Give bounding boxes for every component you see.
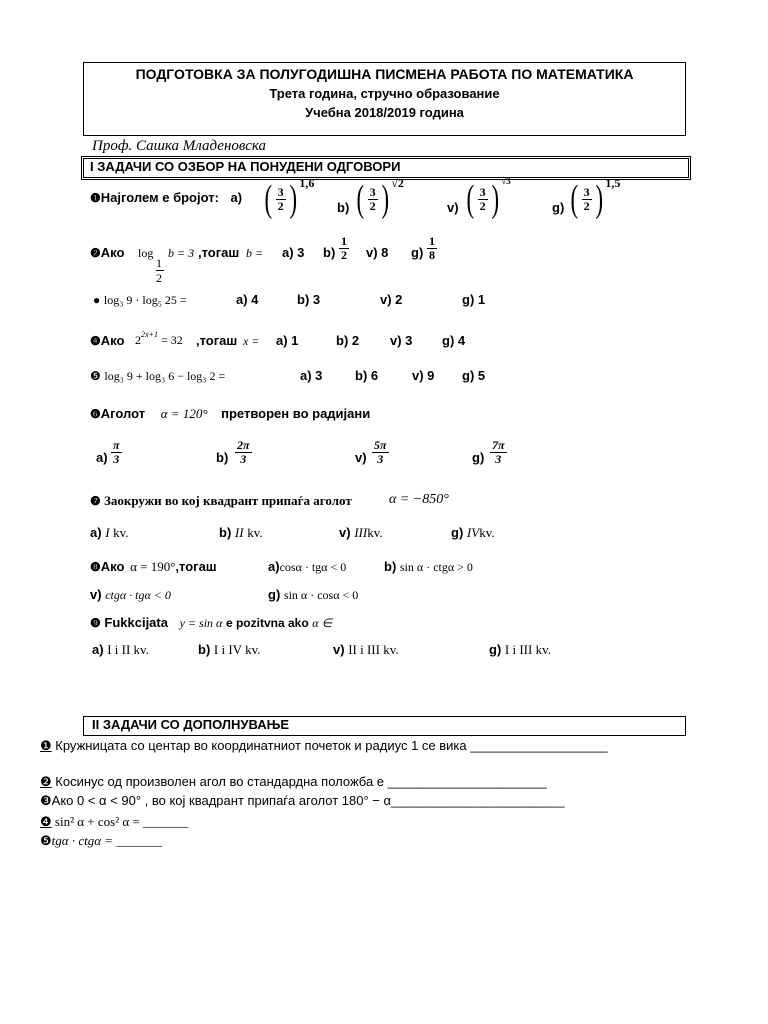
author: Проф. Сашка Младеновска (92, 138, 267, 154)
q1-a-expr: ( $\frac{3}{2}$ ) $^{1,6}$ (264, 176, 315, 220)
fill-item-5[interactable]: ❺tgα · ctgα = _______ (40, 833, 162, 848)
fill-item-1[interactable]: ❶ Кружницата со центар во координатниот почеток и радиус 1 се вика ___________________ (40, 738, 608, 753)
header-subtitle: Трета година, стручно образование (269, 86, 500, 101)
fill-item-4[interactable]: ❹ sin² α + cos² α = _______ (40, 814, 189, 829)
q4: ❹Ако (90, 333, 125, 348)
bullet-icon: ❺ (90, 369, 101, 383)
q4-expr: $2^{2x+1} = 32$ (135, 330, 183, 347)
q6-option-b[interactable]: b) (216, 450, 229, 465)
q2-var: b = (246, 246, 264, 260)
q2-eq: b = 3 (168, 246, 195, 260)
q1-option-a[interactable]: а) (230, 190, 243, 205)
q9-option-g[interactable]: g) I i III kv. (489, 642, 551, 657)
bullet-icon: ❷ (90, 246, 101, 260)
q7-option-b[interactable]: b) II kv. (219, 525, 263, 540)
bullet-icon: ❷ (40, 774, 52, 789)
fill-item-2[interactable]: ❷ Косинус од произволен агол во стандардна положба е ______________________ (40, 774, 547, 789)
q7-option-v[interactable]: v) IIIkv. (339, 525, 383, 540)
q2-then: ,тогаш (198, 245, 240, 260)
bullet-icon: ● (93, 293, 101, 307)
q7-expr: α = −850° (389, 492, 449, 507)
q5: ❺ log₃ 9 + log₃ 6 − log₃ 2 = (90, 369, 226, 383)
q8: ❽Ако α = 190°,тогаш (90, 559, 217, 574)
q5-option-v[interactable]: v) 9 (412, 368, 435, 383)
fill-item-3[interactable]: ❸Ако 0 < α < 90° , во кој квадрант припаѓа аголот 180° − α________________________ (40, 793, 565, 808)
q3-option-a[interactable]: а) 4 (236, 292, 259, 307)
q9-option-b[interactable]: b) I i IV kv. (198, 642, 261, 657)
q4-option-g[interactable]: g) 4 (442, 333, 466, 348)
q7-option-g[interactable]: g) IVkv. (451, 525, 495, 540)
q2-option-v[interactable]: v) 8 (366, 245, 389, 260)
bullet-icon: ❹ (40, 814, 52, 829)
q1-text: Најголем е бројот: (100, 190, 219, 205)
q3-option-g[interactable]: g) 1 (462, 292, 486, 307)
q5-option-b[interactable]: b) 6 (355, 368, 379, 383)
q2-log: log (138, 246, 154, 260)
q9-option-v[interactable]: v) II i III kv. (333, 642, 399, 657)
header-year: Учебна 2018/2019 година (305, 105, 464, 120)
q4-var: x = (243, 334, 260, 348)
q2: ❷Ако (90, 245, 125, 260)
q1-option-v[interactable]: v) (447, 200, 459, 215)
q6-g-frac: $\frac{7\pi}{3}$ (492, 438, 505, 466)
bullet-icon: ❺ (40, 833, 52, 848)
q4-then: ,тогаш (196, 333, 238, 348)
q3: ● log₃ 9 · log₅ 25 = (93, 293, 187, 307)
q6-v-frac: $\frac{5\pi}{3}$ (374, 438, 387, 466)
q2-option-a[interactable]: а) 3 (282, 245, 305, 260)
q6-a-frac: $\frac{\pi}{3}$ (113, 438, 120, 466)
q2-base: 1 2 (156, 256, 162, 285)
q5-option-g[interactable]: g) 5 (462, 368, 486, 383)
header-box (83, 62, 686, 136)
q3-option-b[interactable]: b) 3 (297, 292, 321, 307)
header-title: ПОДГОТОВКА ЗА ПОЛУГОДИШНА ПИСМЕНА РАБОТА ПО МАТЕМАТИКА (135, 66, 634, 82)
q1-g-expr: ( $\frac{3}{2}$ ) $^{1,5}$ (570, 176, 621, 220)
q9-option-a[interactable]: а) I i II kv. (92, 642, 149, 657)
q6-option-v[interactable]: v) (355, 450, 367, 465)
q4-option-a[interactable]: а) 1 (276, 333, 299, 348)
q7: ❼ Заокружи во кој квадрант припаѓа аголот (90, 493, 352, 508)
q1 (90, 190, 242, 205)
q3-option-v[interactable]: v) 2 (380, 292, 403, 307)
q4-option-v[interactable]: v) 3 (390, 333, 413, 348)
q2-option-g[interactable]: g) (411, 245, 424, 260)
q4-option-b[interactable]: b) 2 (336, 333, 360, 348)
q1-b-expr: ( $\frac{3}{2}$ ) $^{√2}$ (356, 176, 404, 220)
bullet-icon: ❶ (40, 738, 52, 753)
q6: ❻Аголот α = 120° претворен во радијани (90, 406, 371, 421)
q6-option-g[interactable]: g) (472, 450, 485, 465)
q2-b-frac: $\frac{1}{2}$ (341, 234, 347, 262)
section2-title: II ЗАДАЧИ СО ДОПОЛНУВАЊЕ (83, 716, 686, 736)
q8-option-a[interactable]: а)cosα · tgα < 0 (268, 559, 347, 574)
q2-g-frac: $\frac{1}{8}$ (429, 234, 435, 262)
bullet-icon: ❶ (90, 191, 101, 205)
q6-option-a[interactable]: а) (96, 450, 108, 465)
q1-option-b[interactable]: b) (337, 200, 350, 215)
bullet-icon: ❻ (90, 407, 101, 421)
q8-option-b[interactable]: b) sin α · ctgα > 0 (384, 559, 473, 574)
section1-title: I ЗАДАЧИ СО ОЗБОР НА ПОНУДЕНИ ОДГОВОРИ (83, 158, 689, 178)
q8-option-v[interactable]: v) ctgα · tgα < 0 (90, 587, 171, 602)
q2-option-b[interactable]: b) (323, 245, 336, 260)
bullet-icon: ❸ (40, 793, 52, 808)
bullet-icon: ❼ (90, 494, 101, 508)
q9: ❾ Fukkcijata y = sin α е pozitvna ako α ∈ (90, 615, 333, 630)
bullet-icon: ❽ (90, 560, 101, 574)
q5-option-a[interactable]: а) 3 (300, 368, 323, 383)
q8-option-g[interactable]: g) sin α · cosα < 0 (268, 587, 359, 602)
bullet-icon: ❾ (90, 616, 101, 630)
q6-b-frac: $\frac{2\pi}{3}$ (237, 438, 250, 466)
bullet-icon: ❹ (90, 334, 101, 348)
q1-option-g[interactable]: g) (552, 200, 565, 215)
q7-option-a[interactable]: а) I kv. (90, 525, 129, 540)
q1-v-expr: ( $\frac{3}{2}$ ) $^{√3}$ (466, 176, 511, 220)
